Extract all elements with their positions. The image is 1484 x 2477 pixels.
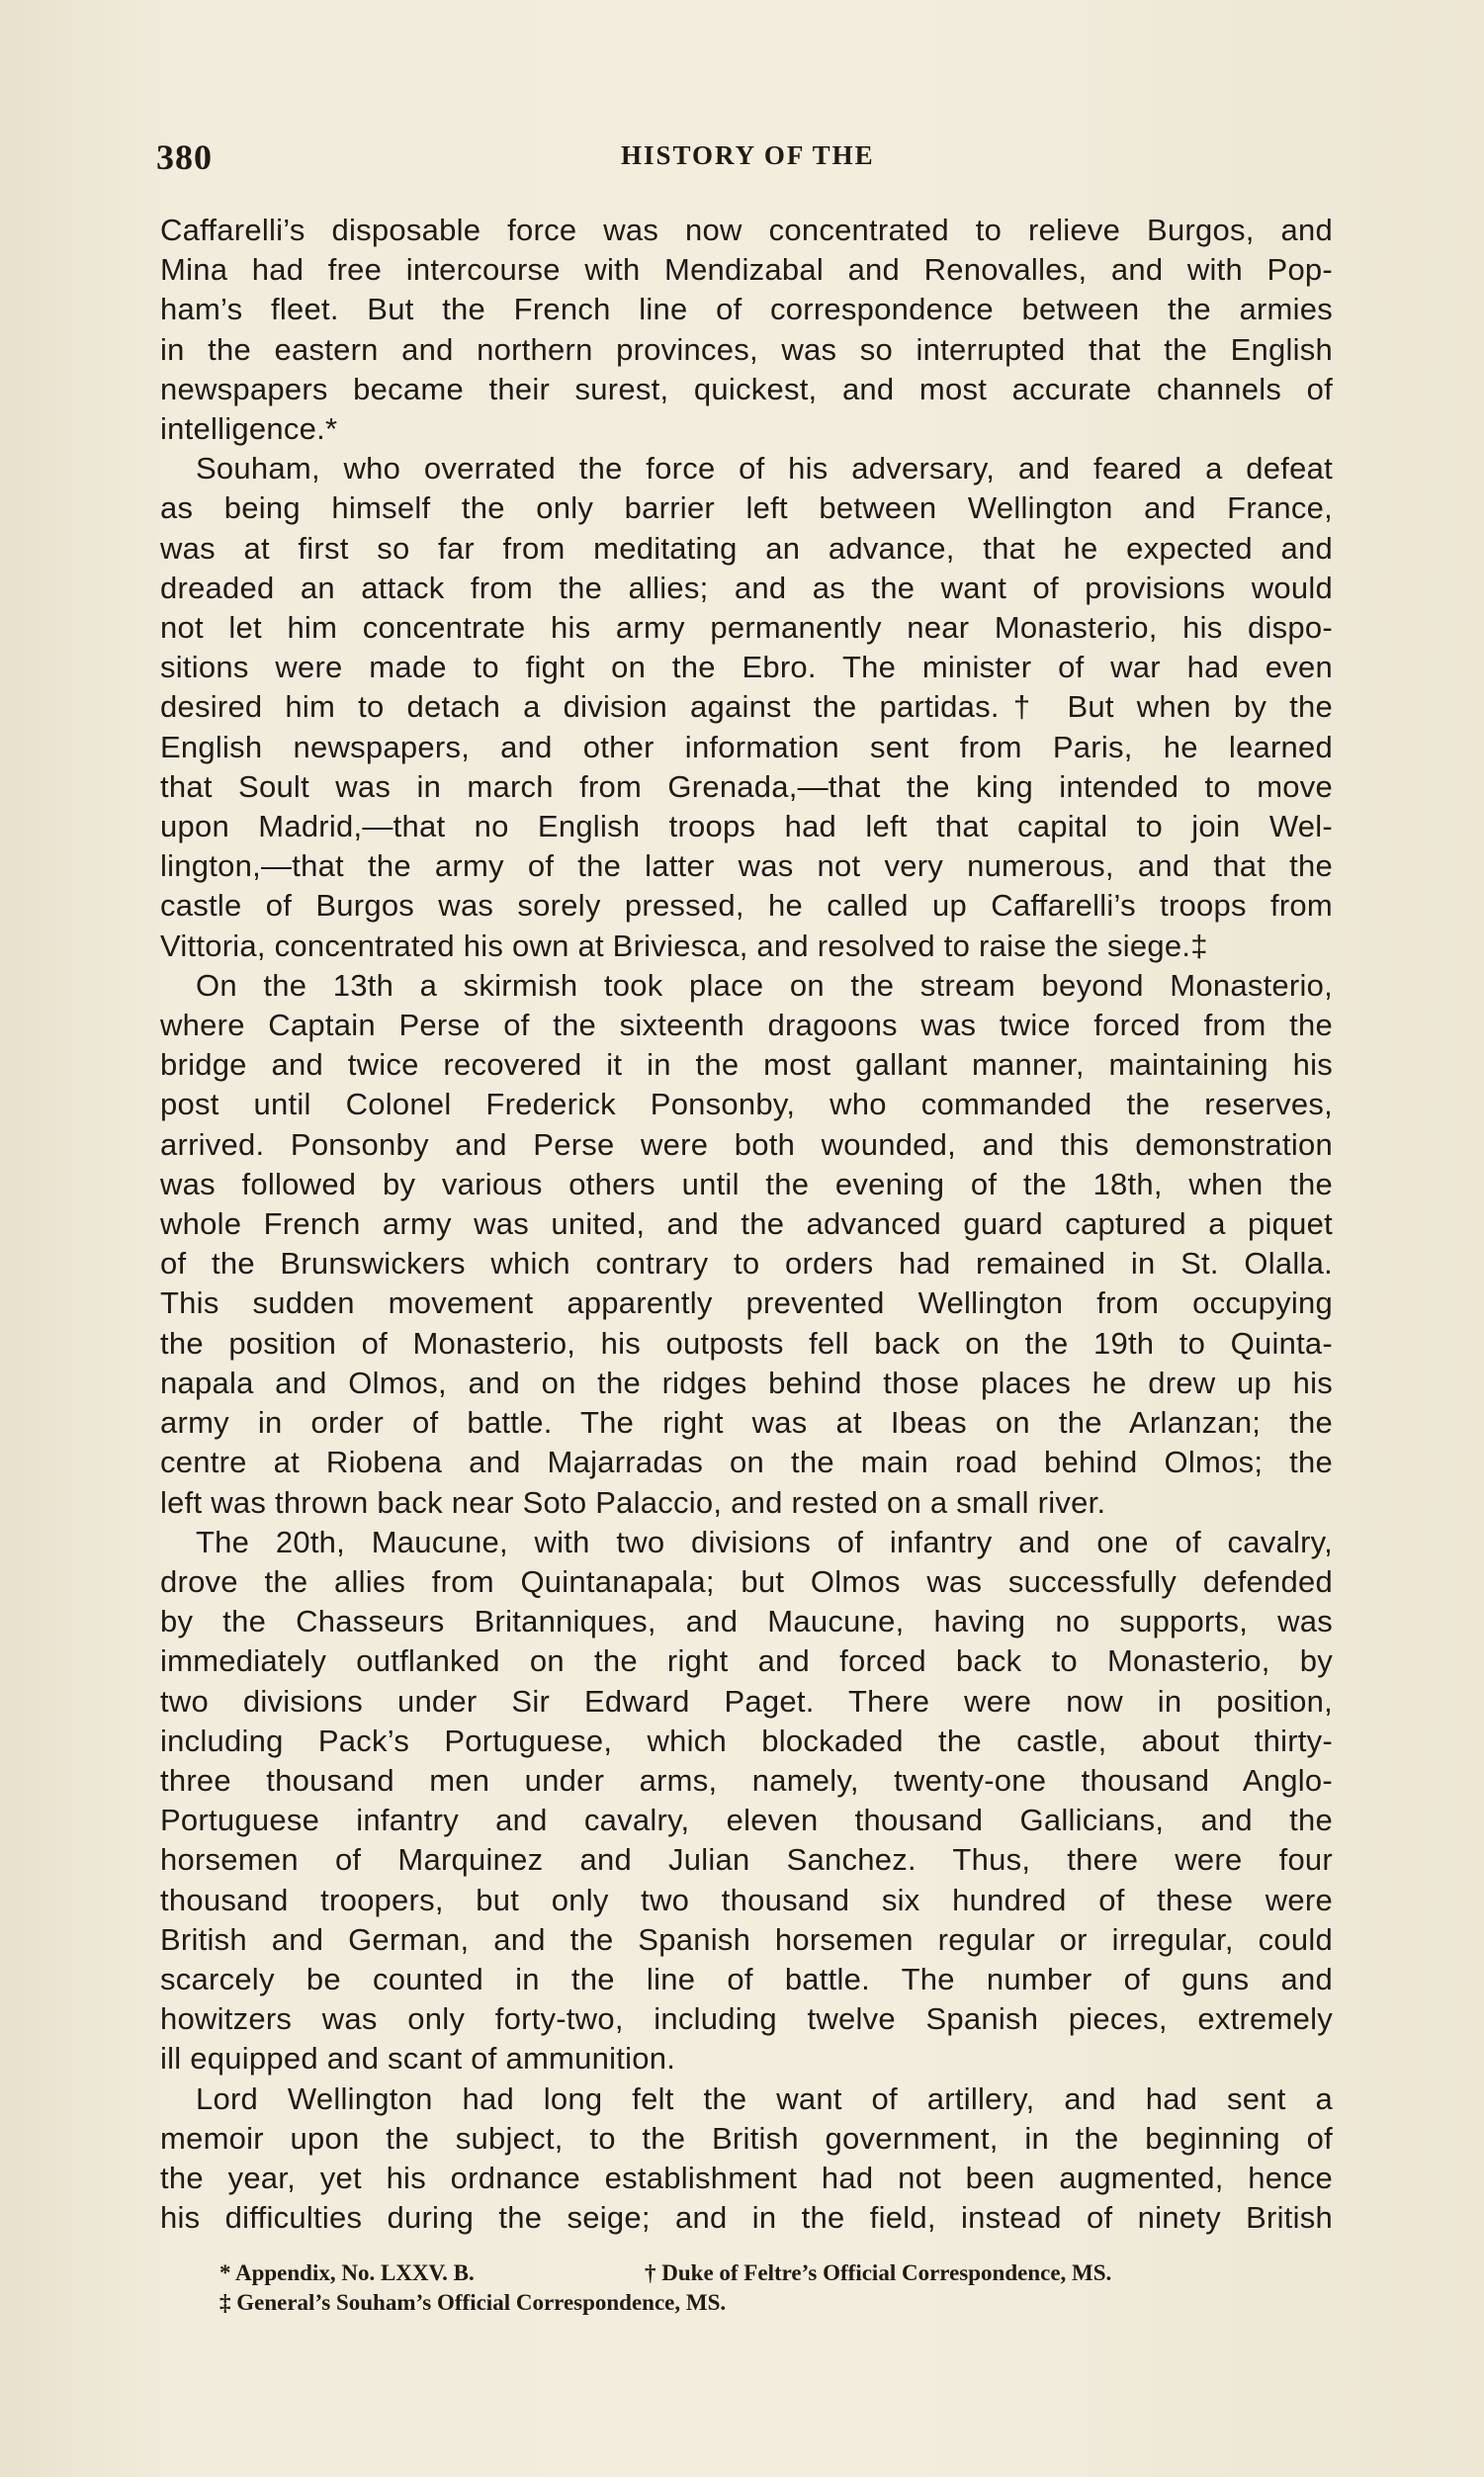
text-line: desired him to detach a division against the partidas.† But when by the [160, 689, 1333, 725]
text-line: centre at Riobena and Majarradas on the main road behind Olmos; the [160, 1445, 1333, 1480]
text-line: castle of Burgos was sorely pressed, he called up Caffarelli’s troops from [160, 888, 1333, 924]
body-text [160, 211, 1333, 2238]
footnote-feltre: † Duke of Feltre’s Official Correspondence, MS. [645, 2260, 1112, 2285]
text-line: sitions were made to fight on the Ebro. The minister of war had even [160, 650, 1333, 685]
text-line: intelligence.* [160, 411, 338, 447]
text-line: Souham, who overrated the force of his adversary, and feared a defeat [196, 451, 1333, 487]
paragraph [160, 1523, 1333, 2079]
text-line: ill equipped and scant of ammunition. [160, 2041, 676, 2077]
text-line: the year, yet his ordnance establishment had not been augmented, hence [160, 2160, 1333, 2195]
page-number: 380 [156, 137, 213, 177]
text-line: napala and Olmos, and on the ridges behind those places he drew up his [160, 1365, 1333, 1400]
text-line: upon Madrid,—that no English troops had left that capital to join Wel- [160, 809, 1333, 844]
text-line: newspapers became their surest, quickest, and most accurate channels of [160, 371, 1333, 406]
text-line: whole French army was united, and the advanced guard captured a piquet [160, 1206, 1333, 1242]
text-line: not let him concentrate his army permanently near Monasterio, his dispo- [160, 610, 1333, 646]
text-line: This sudden movement apparently prevented Wellington from occupying [160, 1285, 1333, 1321]
text-line: lington,—that the army of the latter was not very numerous, and that the [160, 848, 1333, 884]
text-line: howitzers was only forty-two, including twelve Spanish pieces, extremely [160, 2001, 1333, 2037]
page-header [156, 136, 1343, 186]
text-line: was at first so far from meditating an advance, that he expected and [160, 530, 1333, 566]
text-line: horsemen of Marquinez and Julian Sanchez. Thus, there were four [160, 1842, 1333, 1878]
paragraph [160, 966, 1333, 1523]
running-head: HISTORY OF THE [621, 140, 875, 170]
text-line: dreaded an attack from the allies; and as the want of provisions would [160, 570, 1333, 605]
footnote-appendix: * Appendix, No. LXXV. B. [219, 2260, 475, 2285]
text-line: British and German, and the Spanish horsemen regular or irregular, could [160, 1921, 1333, 1957]
text-line: Lord Wellington had long felt the want of artillery, and had sent a [196, 2080, 1333, 2116]
text-line: arrived. Ponsonby and Perse were both wounded, and this demonstration [160, 1126, 1333, 1162]
text-line: was followed by various others until the evening of the 18th, when the [160, 1166, 1333, 1201]
text-line: the position of Monasterio, his outposts fell back on the 19th to Quinta- [160, 1325, 1333, 1361]
text-line: three thousand men under arms, namely, twenty-one thousand Anglo- [160, 1762, 1333, 1798]
text-line: as being himself the only barrier left between Wellington and France, [160, 490, 1333, 526]
footnote-row [219, 2258, 1317, 2288]
text-line: that Soult was in march from Grenada,—that the king intended to move [160, 768, 1333, 804]
text-line: where Captain Perse of the sixteenth dragoons was twice forced from the [160, 1008, 1333, 1043]
text-line: memoir upon the subject, to the British government, in the beginning of [160, 2120, 1333, 2156]
text-line: immediately outflanked on the right and forced back to Monasterio, by [160, 1643, 1333, 1679]
text-line: On the 13th a skirmish took place on the stream beyond Monasterio, [196, 967, 1333, 1003]
text-line: thousand troopers, but only two thousand six hundred of these were [160, 1882, 1333, 1917]
text-line: drove the allies from Quintanapala; but Olmos was successfully defended [160, 1563, 1333, 1599]
text-line: ham’s fleet. But the French line of correspondence between the armies [160, 292, 1333, 327]
paragraph [160, 211, 1333, 449]
text-line: including Pack’s Portuguese, which blockaded the castle, about thirty- [160, 1723, 1333, 1758]
text-line: Mina had free intercourse with Mendizabal and Renovalles, and with Pop- [160, 252, 1333, 288]
paragraph [160, 2079, 1333, 2239]
text-line: bridge and twice recovered it in the most gallant manner, maintaining his [160, 1047, 1333, 1083]
text-line: left was thrown back near Soto Palaccio, and rested on a small river. [160, 1484, 1106, 1520]
paragraph [160, 449, 1333, 966]
text-line: The 20th, Maucune, with two divisions of infantry and one of cavalry, [196, 1524, 1333, 1559]
footnote-row [219, 2288, 1317, 2318]
text-line: two divisions under Sir Edward Paget. There were now in position, [160, 1683, 1333, 1719]
text-line: in the eastern and northern provinces, was so interrupted that the English [160, 331, 1333, 367]
footnote-souham: ‡ General’s Souham’s Official Correspondence, MS. [219, 2290, 727, 2315]
footnotes [219, 2258, 1317, 2318]
text-line: scarcely be counted in the line of battle. The number of guns and [160, 1961, 1333, 1996]
text-line: English newspapers, and other information sent from Paris, he learned [160, 729, 1333, 764]
text-line: by the Chasseurs Britanniques, and Maucune, having no supports, was [160, 1604, 1333, 1639]
text-line: Vittoria, concentrated his own at Briviesca, and resolved to raise the siege.‡ [160, 928, 1208, 963]
text-line: Portuguese infantry and cavalry, eleven thousand Gallicians, and the [160, 1803, 1333, 1838]
text-line: army in order of battle. The right was at Ibeas on the Arlanzan; the [160, 1405, 1333, 1441]
text-line: post until Colonel Frederick Ponsonby, who commanded the reserves, [160, 1087, 1333, 1122]
text-line: his difficulties during the seige; and in the field, instead of ninety British [160, 2200, 1333, 2236]
text-line: Caffarelli’s disposable force was now concentrated to relieve Burgos, and [160, 213, 1333, 247]
text-line: of the Brunswickers which contrary to orders had remained in St. Olalla. [160, 1246, 1333, 1282]
